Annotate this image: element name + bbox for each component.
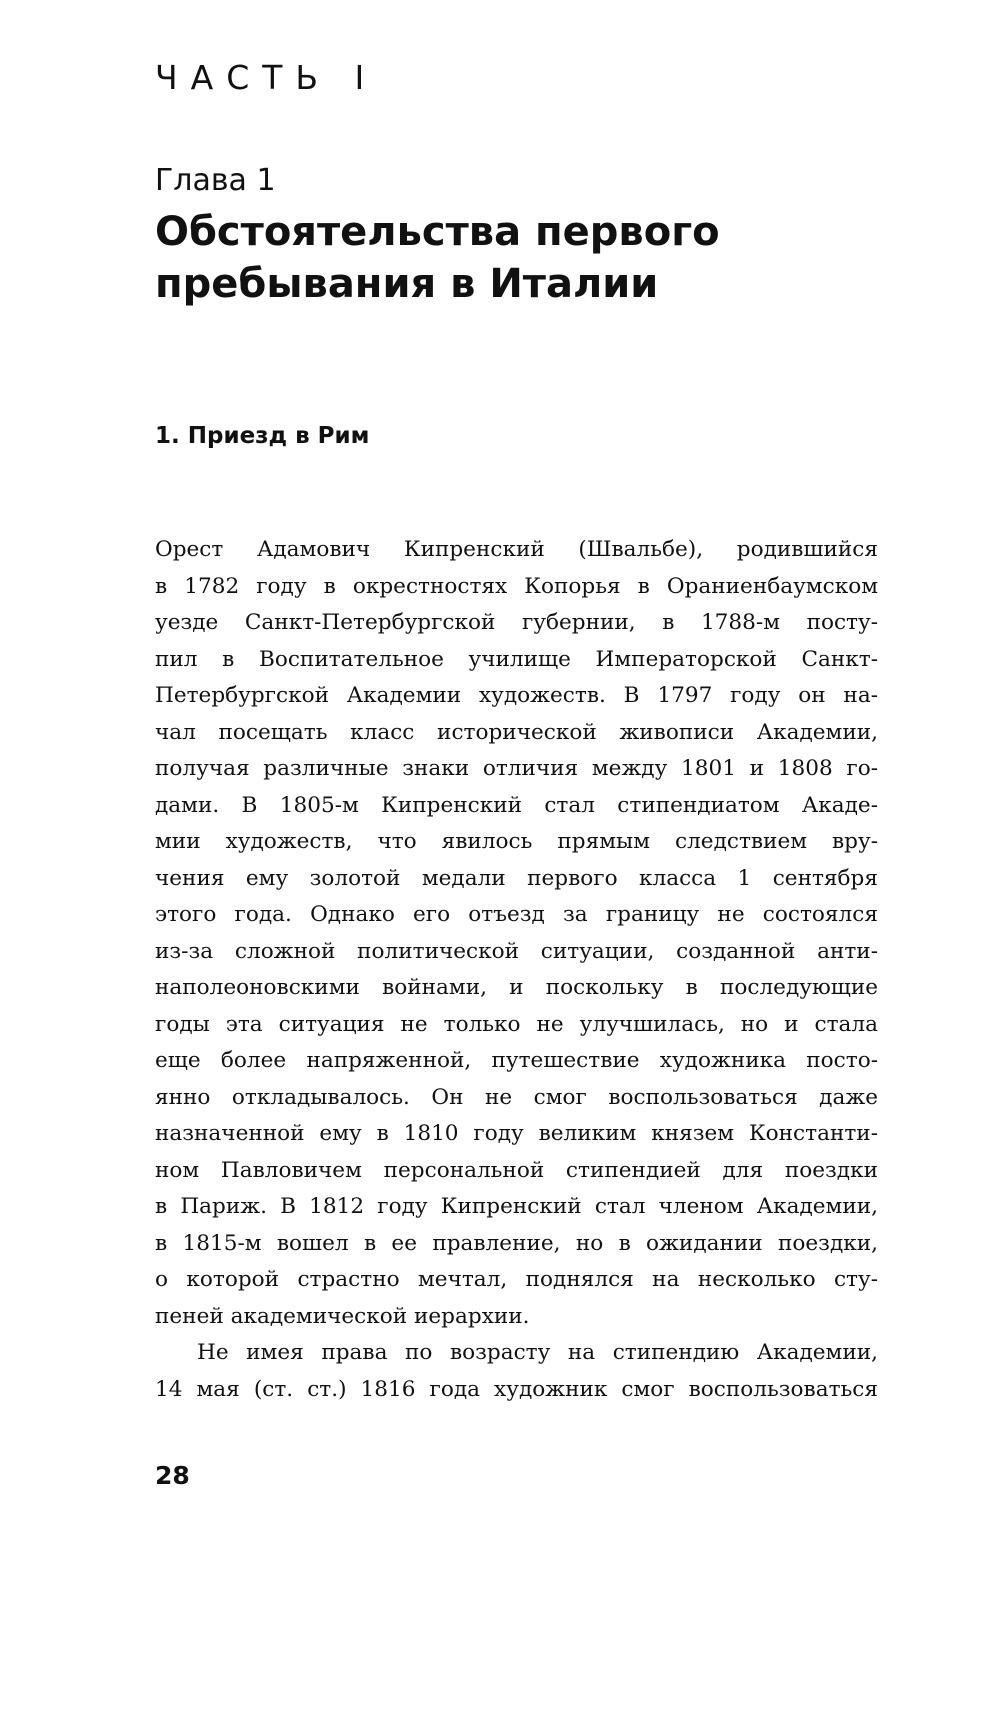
text-line: в Париж. В 1812 году Кипренский стал членом Академии, (155, 1194, 878, 1219)
text-line: этого года. Однако его отъезд за границу не состоялся (155, 902, 878, 927)
text-line: ном Павловичем персональной стипендией для поездки (155, 1157, 878, 1183)
text-line: пил в Воспитательное училище Императорской Санкт- (155, 646, 878, 672)
body-text (155, 532, 878, 1408)
text-line: чал посещать класс исторической живописи Академии, (155, 719, 878, 745)
page-number: 28 (155, 1461, 190, 1490)
text-line: назначенной ему в 1810 году великим князем Константи- (155, 1121, 878, 1146)
paragraph (155, 1335, 878, 1408)
paragraph (155, 532, 878, 1335)
section-title: 1. Приезд в Рим (155, 423, 370, 449)
text-line: еще более напряженной, путешествие художника посто- (155, 1048, 878, 1073)
text-line: Не имея права по возрасту на стипендию Академии, (197, 1340, 878, 1365)
text-line: Петербургской Академии художеств. В 1797 году он на- (155, 683, 878, 708)
part-label: ЧАСТЬ I (155, 58, 378, 97)
text-line: мии художеств, что явилось прямым следствием вру- (155, 829, 878, 854)
chapter-label: Глава 1 (155, 163, 276, 198)
text-line: получая различные знаки отличия между 1801 и 1808 го- (155, 756, 878, 781)
text-line: из-за сложной политической ситуации, созданной анти- (155, 938, 878, 964)
text-line: 14 мая (ст. ст.) 1816 года художник смог воспользоваться (155, 1376, 878, 1402)
text-line: уезде Санкт-Петербургской губернии, в 1788-м посту- (155, 610, 878, 635)
text-line: о которой страстно мечтал, поднялся на несколько сту- (155, 1267, 878, 1292)
text-line: янно откладывалось. Он не смог воспользоваться даже (155, 1084, 878, 1110)
text-line: в 1782 году в окрестностях Копорья в Ораниенбаумском (155, 573, 878, 599)
chapter-title-line: пребывания в Италии (155, 261, 659, 307)
text-line: Орест Адамович Кипренский (Швальбе), родившийся (155, 537, 878, 562)
chapter-title-line: Обстоятельства первого (155, 209, 720, 255)
text-line: дами. В 1805-м Кипренский стал стипендиатом Акаде- (155, 792, 878, 818)
text-line: в 1815-м вошел в ее правление, но в ожидании поездки, (155, 1230, 878, 1256)
text-line: чения ему золотой медали первого класса 1 сентября (155, 865, 878, 891)
text-line: наполеоновскими войнами, и поскольку в последующие (155, 975, 878, 1000)
text-line: пеней академической иерархии. (155, 1303, 530, 1329)
chapter-title (155, 206, 720, 310)
text-line: годы эта ситуация не только не улучшилась, но и стала (155, 1011, 878, 1037)
